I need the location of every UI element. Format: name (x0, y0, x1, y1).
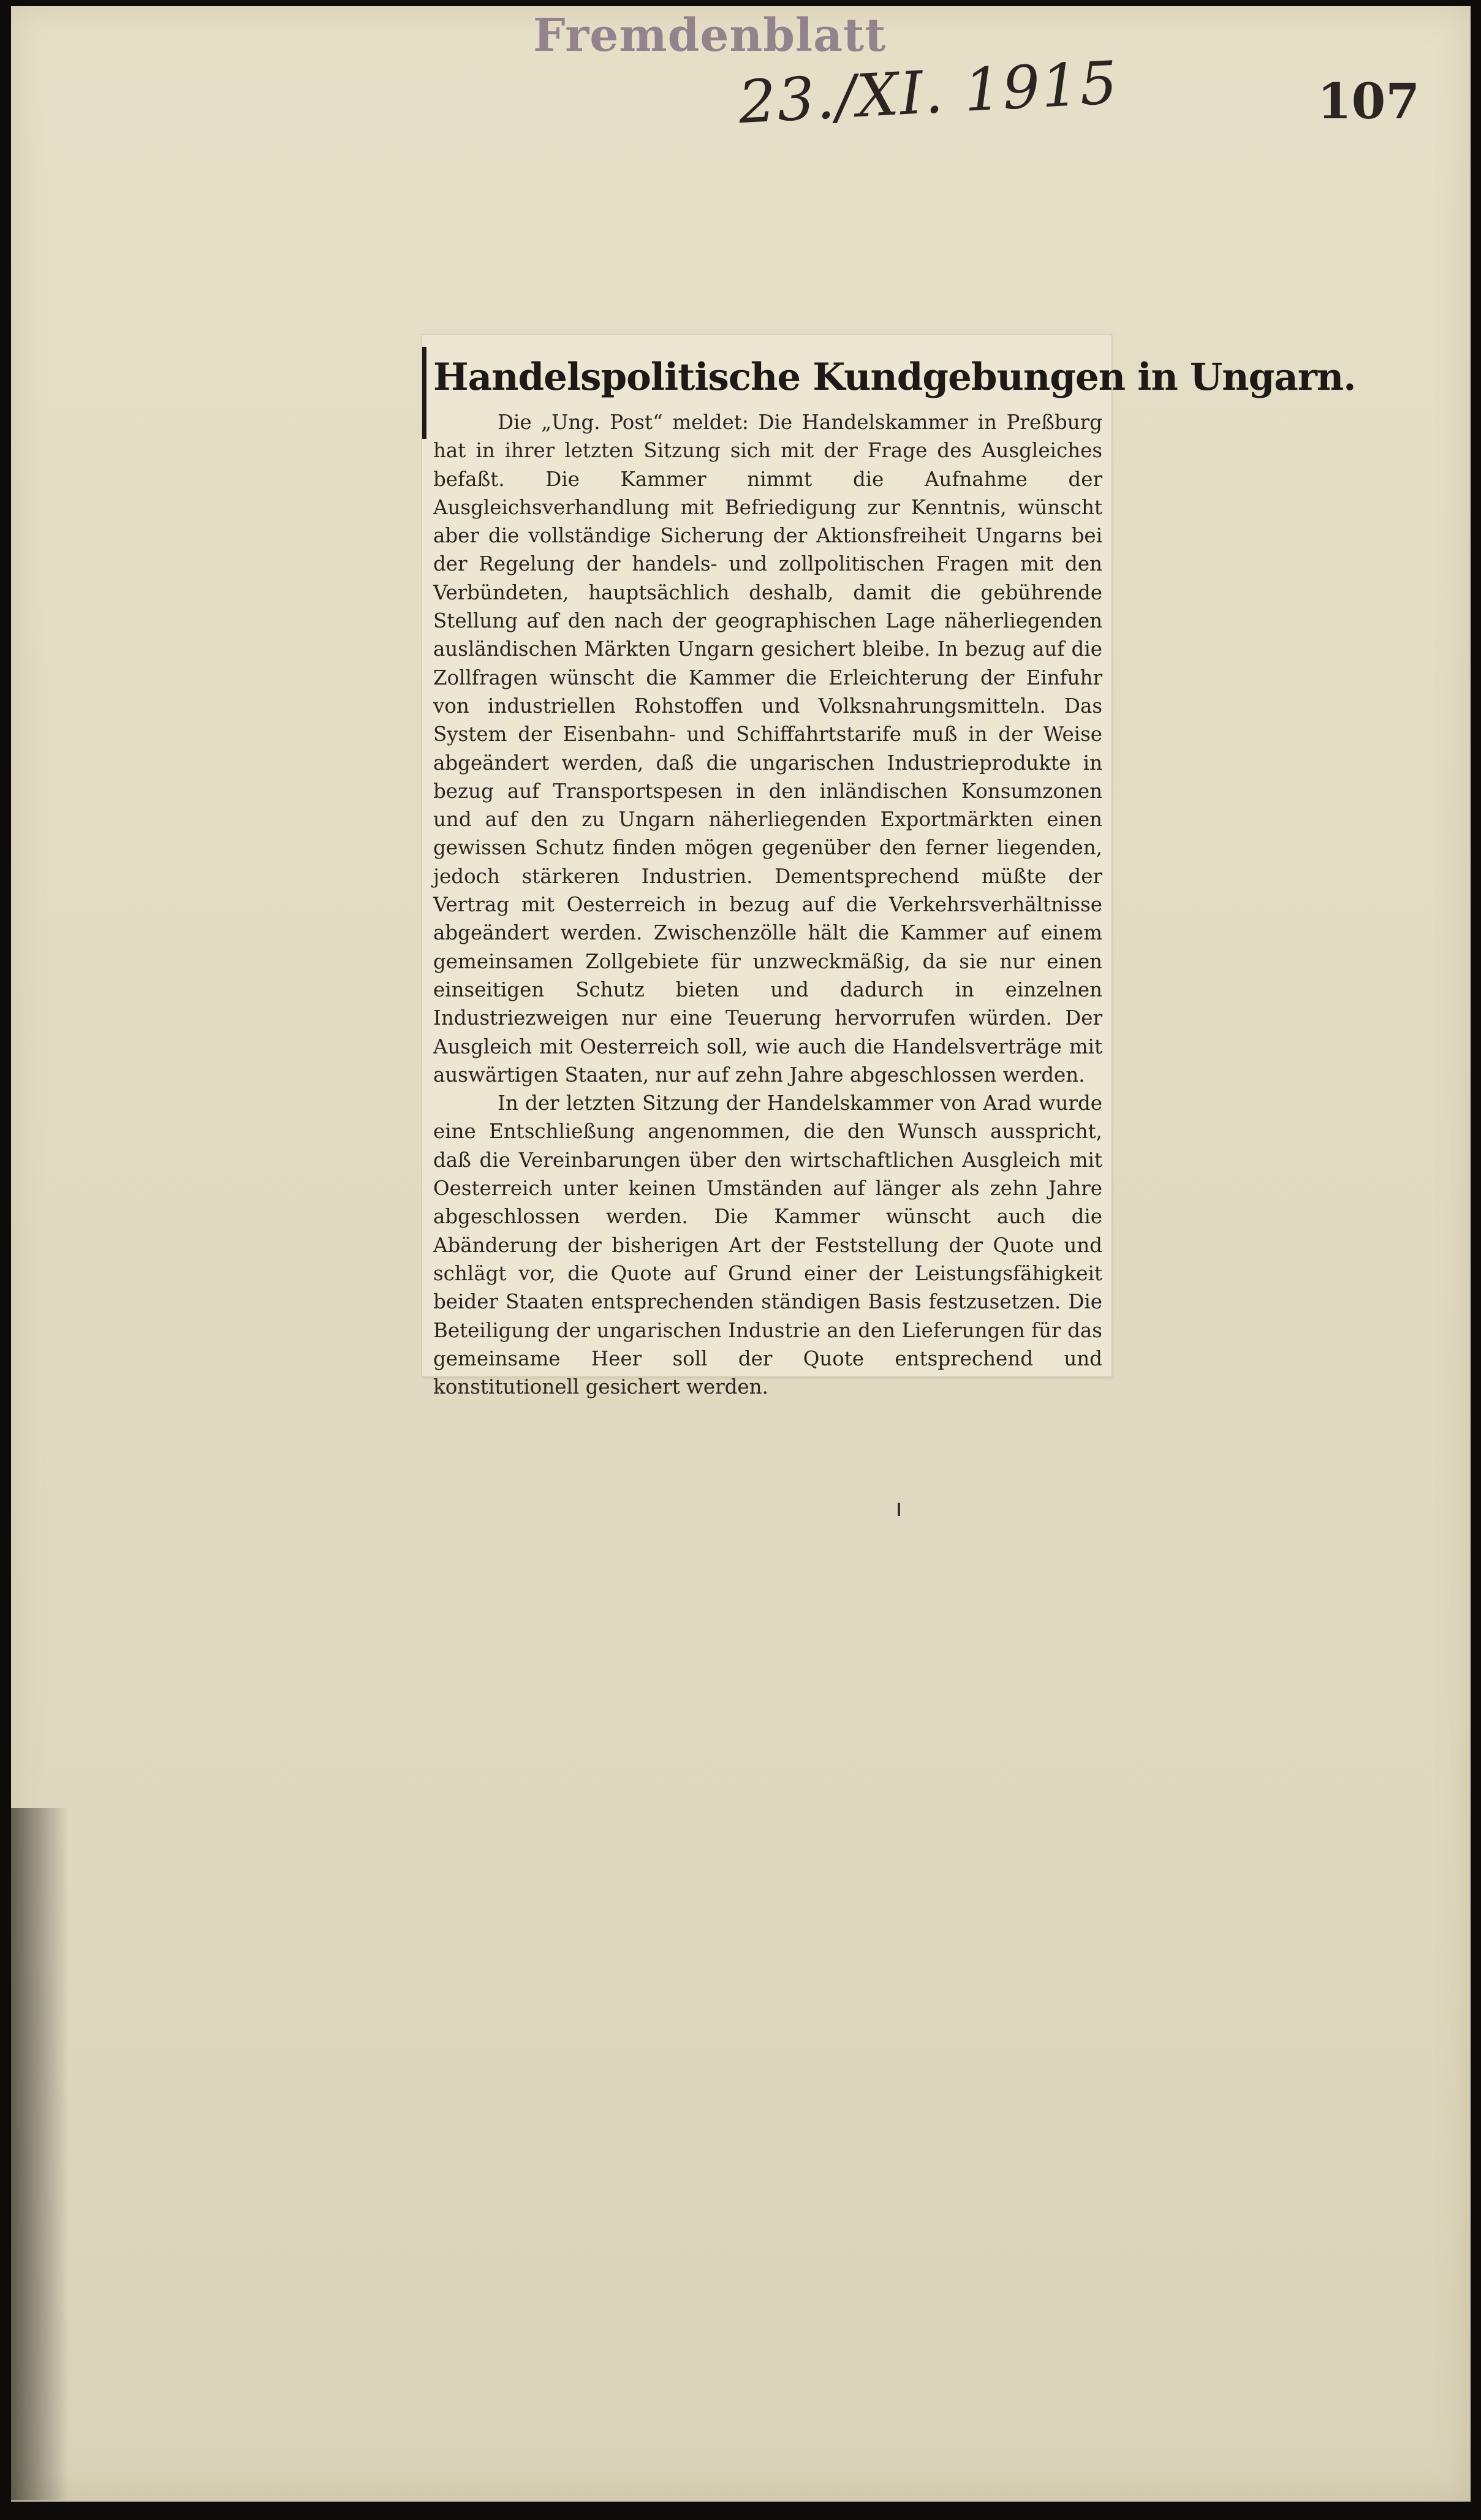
newspaper-stamp: Fremdenblatt (533, 9, 887, 62)
handwritten-date: 23./XI. 1915 (737, 48, 1121, 137)
article-body (433, 408, 1102, 1401)
ink-mark (898, 1503, 900, 1516)
newspaper-clipping (422, 334, 1356, 1399)
scan-edge-shadow (11, 1808, 69, 2500)
article-paragraph: Die „Ung. Post“ meldet: Die Handelskammer in Preßburg hat in ihrer letzten Sitzung sich mit der Frage des Ausgleiches befaßt. Die Kammer nimmt die Aufnahme der Ausgleichsverhandlung mit Befriedigung zur Kenntnis, wünscht aber die vollständige Sicherung der Aktionsfreiheit Ungarns bei der Regelung der handels- und zollpolitischen Fragen mit den Verbündeten, hauptsächlich deshalb, damit die gebührende Stellung auf den nach der geographischen Lage näherliegenden ausländischen Märkten Ungarn gesichert bleibe. In bezug auf die Zollfragen wünscht die Kammer die Erleichterung der Einfuhr von industriellen Rohstoffen und Volksnahrungsmitteln. Das System der Eisenbahn- und Schiffahrtstarife muß in der Weise abgeändert werden, daß die ungarischen Industrieprodukte in bezug auf Transportspesen in den inländischen Konsumzonen und auf den zu Ungarn näherliegenden Exportmärkten einen gewissen Schutz finden mögen gegenüber den ferner liegenden, jedoch stärkeren Industrien. Dementsprechend müßte der Vertrag mit Oesterreich in bezug auf die Verkehrsverhältnisse abgeändert werden. Zwischenzölle hält die Kammer auf einem gemeinsamen Zollgebiete für unzweckmäßig, da sie nur einen einseitigen Schutz bieten und dadurch in einzelnen Industriezweigen nur eine Teuerung hervorrufen würden. Der Ausgleich mit Oesterreich soll, wie auch die Handelsverträge mit auswärtigen Staaten, nur auf zehn Jahre abgeschlossen werden. (433, 411, 1102, 1087)
article-paragraph: In der letzten Sitzung der Handelskammer von Arad wurde eine Entschließung angenommen, die den Wunsch ausspricht, daß die Vereinbarungen über den wirtschaftlichen Ausgleich mit Oesterreich unter keinen Umständen auf länger als zehn Jahre abgeschlossen werden. Die Kammer wünscht auch die Abänderung der bisherigen Art der Feststellung der Quote und schlägt vor, die Quote auf Grund einer der Leistungsfähigkeit beider Staaten entsprechenden ständigen Basis festzusetzen. Die Beteiligung der ungarischen Industrie an den Lieferungen für das gemeinsame Heer soll der Quote entsprechend und konstitutionell gesichert werden. (433, 1091, 1102, 1399)
page-number: 107 (1317, 72, 1420, 130)
clipping-edge-rule (422, 347, 426, 439)
article-headline: Handelspolitische Kundgebungen in Ungarn. (433, 355, 1356, 399)
